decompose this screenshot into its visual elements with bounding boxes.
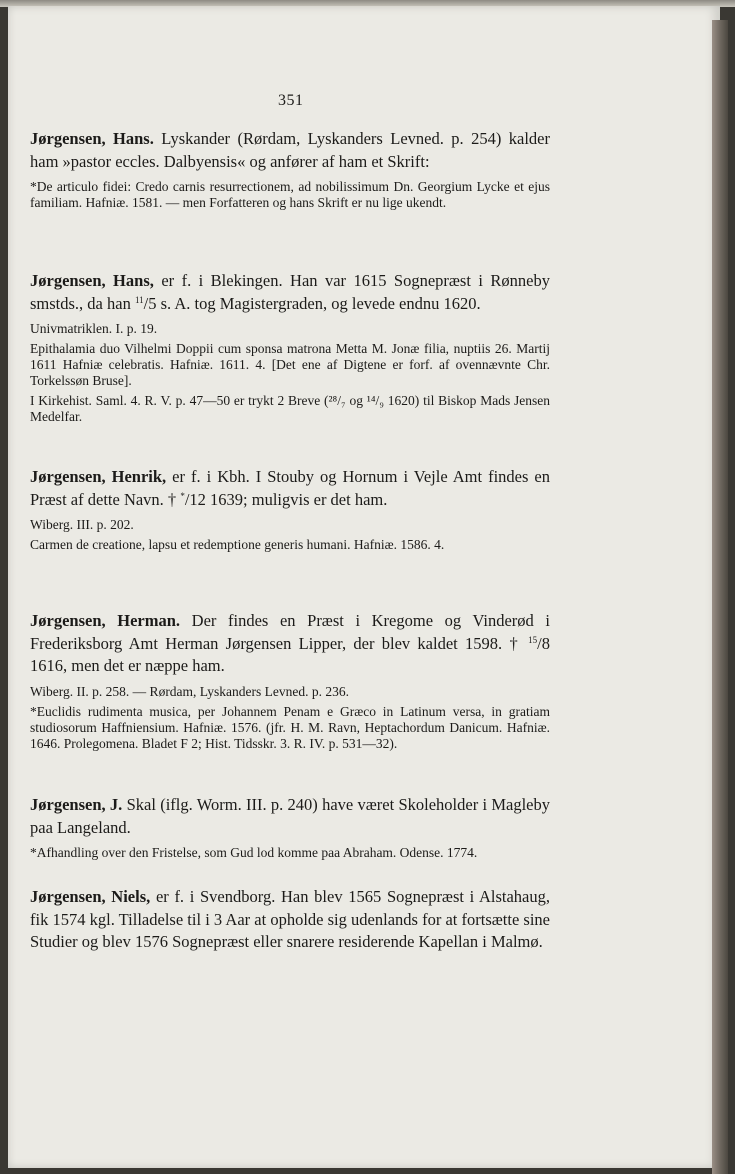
date-superscript: 15 <box>528 634 538 645</box>
entry-body: er f. i Svendborg. Han blev 1565 Sognepræst i Alstahaug, fik 1574 kgl. Tilladelse til i 3 Aar at opholde sig udenlands for at fortsætte sine Studier og blev 1576 Sognepræst eller snarere residerende Kapellan i Malmø. <box>30 887 551 951</box>
entry-heading <box>30 128 550 173</box>
entry-body: Der findes en Præst i Kregome og Vinderød i Frederiksborg Amt Herman Jørgensen Lipper, der blev kaldet 1598. † <box>30 611 551 653</box>
entry-name: Jørgensen, Hans, <box>30 271 154 290</box>
entry-body: er f. i Blekingen. Han var 1615 Sognepræst i Rønneby smstds., da han <box>30 271 550 313</box>
entry-body-cont: /8 1616, men det er næppe ham. <box>30 633 550 675</box>
entry-body: Lyskander (Rørdam, Lyskanders Levned. p. 254) kalder ham »pastor eccles. Dalbyensis« og anfører af ham et Skrift: <box>30 129 550 171</box>
entry-j <box>30 794 550 861</box>
entry-source: Wiberg. III. p. 202. <box>30 517 134 532</box>
entry-note: *De articulo fidei: Credo carnis resurrectionem, ad nobilissimum Dn. Georgium Lycke et ejus familiam. Hafniæ. 1581. — men Forfatteren og hans Skrift er nu lige ukendt. <box>30 179 550 210</box>
entry-henrik <box>30 466 550 553</box>
entry-niels <box>30 886 550 954</box>
entry-body: er f. i Kbh. I Stouby og Hornum i Vejle Amt findes en Præst af dette Navn. † <box>30 467 550 509</box>
entry-hans-blekingen <box>30 270 550 425</box>
entry-heading <box>30 466 550 511</box>
date-superscript: * <box>180 490 185 501</box>
entry-source: Univmatriklen. I. p. 19. <box>30 321 158 336</box>
entry-name: Jørgensen, Henrik, <box>30 467 167 486</box>
entry-name: Jørgensen, Hans. <box>30 129 154 148</box>
entry-hans-lyskander <box>30 128 550 211</box>
page-right-edge <box>712 20 728 1174</box>
entry-note: *Afhandling over den Fristelse, som Gud lod komme paa Abraham. Odense. 1774. <box>30 845 478 860</box>
entry-herman <box>30 610 550 752</box>
entry-heading <box>30 794 550 839</box>
entry-body-cont: /5 s. A. tog Magistergraden, og levede endnu 1620. <box>143 293 481 313</box>
entry-name: Jørgensen, J. <box>30 795 123 814</box>
entry-heading <box>30 886 550 954</box>
entry-note: Epithalamia duo Vilhelmi Doppii cum sponsa matrona Metta M. Jonæ filia, nuptiis 26. Martij 1611 Hafniæ celebratis. Hafniæ. 1611. 4. [Det ene af Digtene er forf. af ovennævnte Chr. Torkelssøn Bruse]. <box>30 341 550 388</box>
entry-heading <box>30 610 550 678</box>
entry-body-cont: /12 1639; muligvis er det ham. <box>184 489 388 509</box>
entry-name: Jørgensen, Niels, <box>30 887 151 906</box>
entry-heading <box>30 270 550 315</box>
date-superscript: 11 <box>134 294 144 305</box>
entry-name: Jørgensen, Herman. <box>30 611 181 630</box>
page-number: 351 <box>278 92 304 109</box>
entry-note: I Kirkehist. Saml. 4. R. V. p. 47—50 er trykt 2 Breve (²⁸/₇ og ¹⁴/₉ 1620) til Biskop Mads Jensen Medelfar. <box>30 393 550 424</box>
entry-note: *Euclidis rudimenta musica, per Johannem Penam e Græco in Latinum versa, in gratiam studiosorum Haffniensium. Hafniæ. 1576. (jfr. H. M. Ravn, Heptachordum Danicum. Hafniæ. 1646. Prolegomena. Bladet F 2; Hist. Tidsskr. 3. R. IV. p. 531—32). <box>30 703 550 751</box>
entry-note: Carmen de creatione, lapsu et redemptione generis humani. Hafniæ. 1586. 4. <box>30 537 445 552</box>
entry-source: Wiberg. II. p. 258. — Rørdam, Lyskanders Levned. p. 236. <box>30 683 350 699</box>
entry-body: Skal (iflg. Worm. III. p. 240) have været Skoleholder i Magleby paa Langeland. <box>30 795 551 837</box>
